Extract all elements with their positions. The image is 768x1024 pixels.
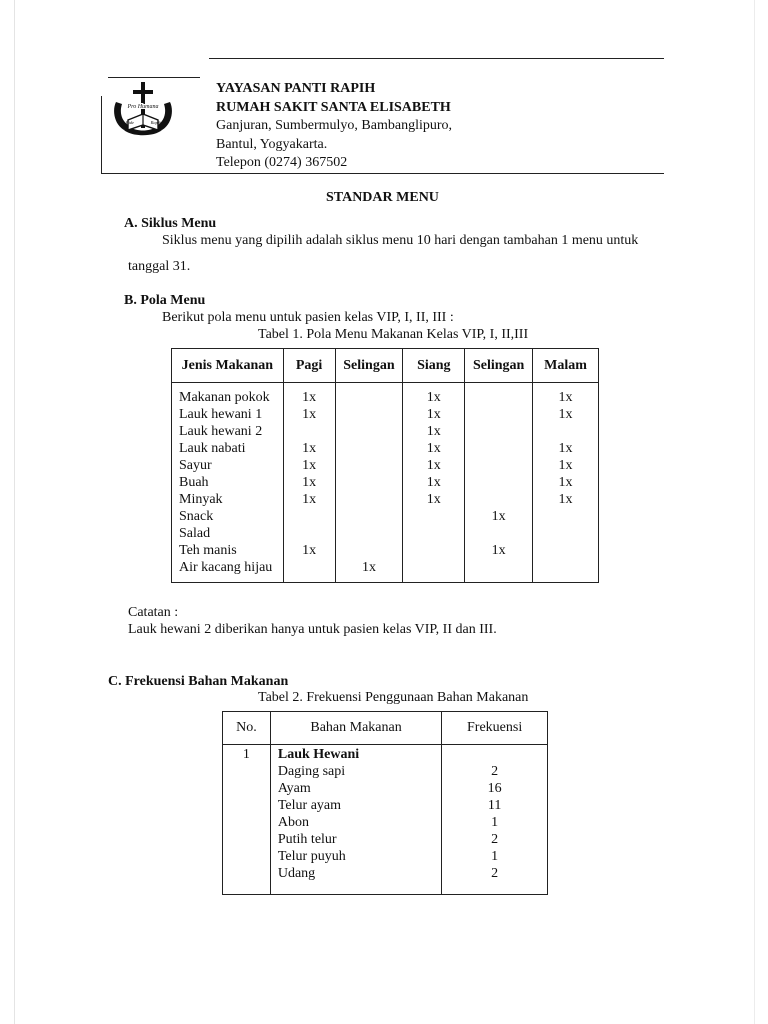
table-cell: 1x — [491, 509, 506, 524]
list-item: 2 — [491, 866, 499, 881]
table-cell — [533, 508, 598, 525]
list-item: Telur puyuh — [277, 849, 346, 864]
table-cell: 1x — [558, 441, 573, 456]
page-edge-left — [14, 0, 15, 1024]
table-cell — [336, 440, 403, 457]
table-cell: Salad — [179, 526, 211, 541]
table-cell — [336, 457, 403, 474]
letterhead — [216, 80, 452, 173]
table-cell: Teh manis — [179, 543, 237, 558]
column-selingan-1 — [335, 383, 403, 583]
note-text: Lauk hewani 2 diberikan hanya untuk pasien kelas VIP, II dan III. — [128, 622, 497, 637]
list-item: 16 — [487, 781, 502, 796]
column-jenis-makanan — [172, 383, 284, 583]
table-cell — [465, 389, 532, 406]
table1-caption: Tabel 1. Pola Menu Makanan Kelas VIP, I, II,III — [258, 327, 529, 342]
col-header-bahan-makanan: Bahan Makanan — [270, 712, 441, 745]
list-item: 11 — [487, 798, 502, 813]
table-row — [223, 745, 548, 895]
section-a-text-line1: Siklus menu yang dipilih adalah siklus menu 10 hari dengan tambahan 1 menu untuk — [162, 233, 639, 248]
table-cell: 1x — [426, 424, 441, 439]
table-cell: 1x — [302, 441, 317, 456]
table-cell — [284, 559, 335, 576]
table-cell: 1x — [302, 543, 317, 558]
table-cell — [465, 423, 532, 440]
table-cell: 1x — [302, 492, 317, 507]
table-cell — [533, 542, 598, 559]
org-name: YAYASAN PANTI RAPIH — [216, 81, 376, 96]
table-cell: 1x — [558, 407, 573, 422]
list-item: Abon — [277, 815, 309, 830]
header-frame-top — [108, 77, 200, 78]
list-item: 2 — [491, 764, 499, 779]
top-rule — [209, 58, 664, 59]
section-b-intro: Berikut pola menu untuk pasien kelas VIP, I, II, III : — [162, 310, 454, 325]
table-cell: 1x — [426, 492, 441, 507]
page-edge-right — [754, 0, 755, 1024]
section-a-heading: A. Siklus Menu — [124, 216, 217, 231]
table-cell — [336, 406, 403, 423]
note-label: Catatan : — [128, 605, 179, 620]
document-title: STANDAR MENU — [326, 190, 439, 205]
menu-pattern-table — [171, 348, 599, 583]
table-cell — [336, 474, 403, 491]
table-header-row — [223, 712, 548, 745]
table-cell: 1x — [558, 492, 573, 507]
table-cell: Sayur — [179, 458, 212, 473]
address-line-1: Ganjuran, Sumbermulyo, Bambanglipuro, — [216, 118, 453, 133]
col-header-pagi: Pagi — [283, 349, 335, 383]
table-body-row — [172, 383, 599, 583]
table-cell — [284, 423, 335, 440]
table-cell: 1x — [558, 458, 573, 473]
column-pagi — [283, 383, 335, 583]
list-item: Putih telur — [277, 832, 337, 847]
table-cell: 1x — [361, 560, 376, 575]
col-header-malam: Malam — [533, 349, 599, 383]
header-frame-bottom — [101, 173, 664, 174]
table-cell — [403, 508, 464, 525]
table-cell: Minyak — [179, 492, 223, 507]
col-header-siang: Siang — [403, 349, 465, 383]
logo-motto-top: Pro Humana — [127, 104, 159, 110]
table-cell: 1x — [302, 390, 317, 405]
table-cell: 1x — [426, 475, 441, 490]
frequency-spacer — [442, 746, 547, 763]
table-header-row — [172, 349, 599, 383]
table-cell — [465, 491, 532, 508]
table-cell — [465, 406, 532, 423]
table-cell: 1x — [426, 407, 441, 422]
table-cell — [403, 559, 464, 576]
table-cell — [465, 440, 532, 457]
section-a-text-line2: tanggal 31. — [128, 259, 191, 274]
hospital-name: RUMAH SAKIT SANTA ELISABETH — [216, 99, 451, 115]
col-header-selingan-2: Selingan — [465, 349, 533, 383]
list-item: 1 — [491, 849, 499, 864]
logo-motto-right: Rapih — [150, 120, 162, 125]
list-item: Udang — [277, 866, 316, 881]
table-cell: 1x — [302, 475, 317, 490]
table-cell: Buah — [179, 475, 209, 490]
table-cell — [403, 525, 464, 542]
col-header-no: No. — [223, 712, 271, 745]
table-cell — [465, 525, 532, 542]
table-cell — [533, 559, 598, 576]
table-cell — [336, 542, 403, 559]
frequency-cell — [442, 745, 548, 895]
table-cell: 1x — [302, 407, 317, 422]
table-cell — [284, 508, 335, 525]
table-cell — [465, 559, 532, 576]
table-cell: 1x — [426, 458, 441, 473]
table-cell — [403, 542, 464, 559]
frequency-list — [442, 763, 547, 882]
table-cell — [336, 508, 403, 525]
table-cell — [336, 389, 403, 406]
food-items-cell — [270, 745, 441, 895]
table-cell — [533, 525, 598, 542]
section-c-heading: C. Frekuensi Bahan Makanan — [108, 674, 289, 689]
address-line-2: Bantul, Yogyakarta. — [216, 136, 328, 152]
list-item: Telur ayam — [277, 798, 342, 813]
logo-motto-left: Fide — [125, 120, 135, 125]
table-cell: 1x — [491, 543, 506, 558]
table-cell — [336, 491, 403, 508]
col-header-jenis-makanan: Jenis Makanan — [172, 349, 284, 383]
table-cell: Makanan pokok — [179, 390, 270, 405]
table-cell — [336, 423, 403, 440]
table-cell: Lauk hewani 1 — [179, 407, 263, 422]
table-cell: Air kacang hijau — [179, 560, 273, 575]
list-item: 1 — [491, 815, 499, 830]
table2-caption: Tabel 2. Frekuensi Penggunaan Bahan Makanan — [258, 690, 529, 705]
header-frame-left — [101, 96, 102, 174]
table-cell: Snack — [179, 509, 214, 524]
table-cell: 1x — [302, 458, 317, 473]
table-cell: 1x — [426, 441, 441, 456]
table-cell — [465, 474, 532, 491]
col-header-frekuensi: Frekuensi — [442, 712, 548, 745]
table-cell — [533, 423, 598, 440]
section-b-heading: B. Pola Menu — [124, 293, 206, 308]
table-cell — [336, 525, 403, 542]
food-items-list — [278, 763, 441, 882]
column-selingan-2 — [465, 383, 533, 583]
table-cell — [465, 457, 532, 474]
list-item: Daging sapi — [277, 764, 346, 779]
list-item: 2 — [491, 832, 499, 847]
table-cell: 1x — [558, 475, 573, 490]
table-cell: 1x — [558, 390, 573, 405]
phone-number: Telepon (0274) 367502 — [216, 155, 348, 170]
table-cell: Lauk hewani 2 — [179, 424, 263, 439]
food-group-label: Lauk Hewani — [277, 747, 360, 762]
col-header-selingan-1: Selingan — [335, 349, 403, 383]
table-cell: 1x — [426, 390, 441, 405]
column-siang — [403, 383, 465, 583]
table-cell — [284, 525, 335, 542]
column-malam — [533, 383, 599, 583]
food-frequency-table — [222, 711, 548, 895]
table-cell: Lauk nabati — [179, 441, 246, 456]
row-number: 1 — [223, 745, 271, 895]
list-item: Ayam — [277, 781, 311, 796]
hospital-logo — [110, 80, 176, 140]
